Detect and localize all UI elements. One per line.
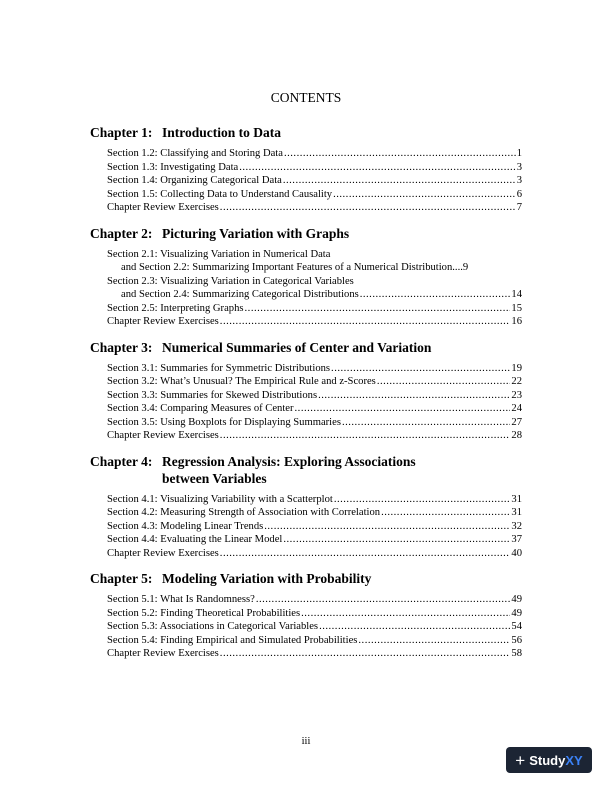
badge-text-main: Study xyxy=(529,752,566,768)
toc-entry[interactable] xyxy=(107,275,522,289)
chapter-title: Picturing Variation with Graphs xyxy=(162,225,350,241)
toc-entry[interactable] xyxy=(107,389,522,403)
toc-entry[interactable] xyxy=(107,647,522,661)
toc-entry[interactable] xyxy=(107,506,522,520)
toc-entry[interactable] xyxy=(107,607,522,621)
toc-entry-page: 22 xyxy=(511,376,522,387)
studyxy-badge[interactable] xyxy=(506,747,592,773)
chapter-heading xyxy=(90,453,522,487)
toc-entry-page: 9 xyxy=(462,262,469,273)
toc-entry-text: Section 5.3: Associations in Categorical Variables xyxy=(107,621,319,632)
chapter-heading xyxy=(90,339,522,356)
toc-entry-text: Section 3.4: Comparing Measures of Center xyxy=(107,403,294,414)
toc-entry[interactable] xyxy=(107,174,522,188)
chapter-label: Chapter 1: xyxy=(90,125,153,140)
toc-entry-text: Section 4.2: Measuring Strength of Association with Correlation xyxy=(107,507,381,518)
toc-entry[interactable] xyxy=(107,402,522,416)
toc-entry-text: Section 3.2: What’s Unusual? The Empirical Rule and z-Scores xyxy=(107,376,376,387)
toc-entry-dots xyxy=(283,533,510,547)
toc-entry[interactable] xyxy=(107,620,522,634)
toc-entry[interactable] xyxy=(107,188,522,202)
chapter-label: Chapter 5: xyxy=(90,571,153,586)
toc-entry-dots xyxy=(220,429,511,443)
toc-entry-dots xyxy=(358,634,510,648)
chapter-title: Introduction to Data xyxy=(162,125,282,140)
toc-entry-page: 28 xyxy=(511,430,522,441)
toc-entry-dots xyxy=(220,547,511,561)
toc-entry-dots xyxy=(239,161,515,175)
toc-entry-page: 40 xyxy=(511,547,522,559)
toc-entry-text: Section 4.4: Evaluating the Linear Model xyxy=(107,534,283,545)
chapter-title: Modeling Variation with Probability xyxy=(162,571,372,586)
chapter-label: Chapter 2: xyxy=(90,225,153,241)
toc-entry[interactable] xyxy=(107,362,522,376)
chapter-label: Chapter 4: xyxy=(90,453,153,469)
toc-entry-page: 7 xyxy=(516,202,522,213)
toc-entry-text: Section 2.3: Visualizing Variation in Categorical Variables xyxy=(107,275,354,287)
toc-entry-dots xyxy=(220,201,516,215)
toc-entry-text: Chapter Review Exercises xyxy=(107,430,219,441)
toc-entry-text: Section 4.1: Visualizing Variability with a Scatterplot xyxy=(107,493,333,505)
toc-entry-dots xyxy=(360,288,511,302)
toc-entry-page: 31 xyxy=(511,493,522,505)
toc-entry-page: 27 xyxy=(511,416,522,428)
toc-entry-text: Chapter Review Exercises xyxy=(107,547,219,559)
toc-entry-text: Chapter Review Exercises xyxy=(107,648,219,659)
chapter-entries xyxy=(90,362,522,443)
chapter-heading xyxy=(90,570,522,587)
toc-entry-text: Section 3.1: Summaries for Symmetric Distributions xyxy=(107,362,331,374)
plus-icon: + xyxy=(515,750,526,770)
page-title: CONTENTS xyxy=(270,90,342,105)
toc-entry-dots xyxy=(220,315,511,329)
toc-entry[interactable] xyxy=(107,161,522,175)
toc-entry[interactable] xyxy=(107,416,522,430)
toc-entry-page: 24 xyxy=(511,403,522,414)
toc-entry-page: 56 xyxy=(511,634,522,646)
toc-entry[interactable] xyxy=(107,520,522,534)
chapter-entries xyxy=(90,147,522,215)
toc-entry-dots xyxy=(333,188,516,202)
chapter-heading xyxy=(90,225,522,242)
toc-entry-text: Chapter Review Exercises xyxy=(107,316,219,327)
toc-entry[interactable] xyxy=(107,375,522,389)
toc-entry[interactable] xyxy=(107,547,522,561)
toc-entry-dots xyxy=(283,174,516,188)
toc-entry-dots xyxy=(381,506,510,520)
toc-entry-dots xyxy=(264,520,510,534)
toc-entry[interactable] xyxy=(107,493,522,507)
chapter-label: Chapter 3: xyxy=(90,339,153,355)
toc-entry-text: Section 5.2: Finding Theoretical Probabilities xyxy=(107,607,301,619)
toc-entry[interactable] xyxy=(107,315,522,329)
toc-entry-dots xyxy=(331,362,510,376)
toc-entry-dots xyxy=(342,416,510,430)
toc-entry-page: 3 xyxy=(516,161,522,173)
toc-entry-page: 49 xyxy=(511,594,522,605)
toc-entry[interactable] xyxy=(107,248,522,262)
chapter-entries xyxy=(90,593,522,661)
toc-entry-page: 37 xyxy=(511,534,522,545)
toc-entry-page: 1 xyxy=(516,148,522,159)
toc-entry-page: 32 xyxy=(511,520,522,532)
toc-entry[interactable] xyxy=(107,593,522,607)
toc-entry-page: 58 xyxy=(511,648,522,659)
toc-entry-text: Section 2.5: Interpreting Graphs xyxy=(107,302,244,314)
toc-entry-text: Section 3.5: Using Boxplots for Displaying Summaries xyxy=(107,416,341,428)
toc-entry-page: 54 xyxy=(511,621,522,632)
toc-entry-text: Section 3.3: Summaries for Skewed Distributions xyxy=(107,389,318,401)
toc-entry[interactable] xyxy=(107,261,522,275)
chapter-entries xyxy=(90,248,522,329)
toc-entry-dots xyxy=(301,607,510,621)
toc-entry-dots xyxy=(245,302,511,316)
toc-entry-dots xyxy=(377,375,511,389)
toc-entry-dots: .... xyxy=(452,262,463,273)
toc-entry[interactable] xyxy=(107,147,522,161)
toc-entry-dots xyxy=(284,147,516,161)
toc-entry[interactable] xyxy=(107,201,522,215)
toc-entry-page: 3 xyxy=(516,175,522,186)
toc-entry-text: Section 5.4: Finding Empirical and Simulated Probabilities xyxy=(107,634,358,646)
toc-entry-dots xyxy=(220,647,511,661)
toc-entry-text: and Section 2.4: Summarizing Categorical Distributions xyxy=(121,289,359,300)
chapter-entries xyxy=(90,493,522,561)
toc-entry-page: 31 xyxy=(511,507,522,518)
toc-entry-text: Section 4.3: Modeling Linear Trends xyxy=(107,520,264,532)
table-of-contents xyxy=(90,124,522,661)
toc-entry-text: Section 1.2: Classifying and Storing Data xyxy=(107,148,283,159)
toc-entry-text: and Section 2.2: Summarizing Important Features of a Numerical Distribution xyxy=(121,262,453,273)
toc-entry-page: 6 xyxy=(516,188,522,200)
chapter-title: Regression Analysis: Exploring Associations xyxy=(162,453,416,469)
toc-entry-page: 23 xyxy=(511,389,522,401)
toc-entry-page: 14 xyxy=(511,289,522,300)
toc-entry[interactable] xyxy=(107,533,522,547)
toc-entry-page: 15 xyxy=(511,302,522,314)
toc-entry[interactable] xyxy=(107,429,522,443)
chapter-heading xyxy=(90,124,522,141)
toc-entry-dots xyxy=(295,402,511,416)
toc-entry-page: 19 xyxy=(511,362,522,374)
toc-entry[interactable] xyxy=(107,288,522,302)
toc-entry-text: Section 1.4: Organizing Categorical Data xyxy=(107,175,282,186)
toc-entry-dots xyxy=(334,493,511,507)
toc-entry-text: Section 2.1: Visualizing Variation in Numerical Data xyxy=(107,248,331,260)
badge-text-accent: XY xyxy=(565,752,583,768)
chapter-title: Numerical Summaries of Center and Variation xyxy=(162,339,432,355)
toc-entry-text: Section 1.3: Investigating Data xyxy=(107,161,239,173)
toc-entry-dots xyxy=(318,389,510,403)
toc-entry[interactable] xyxy=(107,634,522,648)
toc-entry-text: Chapter Review Exercises xyxy=(107,202,219,213)
toc-entry-text: Section 1.5: Collecting Data to Understand Causality xyxy=(107,188,333,200)
toc-entry-page: 16 xyxy=(511,316,522,327)
toc-entry-page: 49 xyxy=(511,607,522,619)
toc-entry-text: Section 5.1: What Is Randomness? xyxy=(107,594,255,605)
chapter-title-continued: between Variables xyxy=(162,470,267,486)
toc-entry-dots xyxy=(256,593,511,607)
toc-entry-dots xyxy=(319,620,510,634)
toc-entry[interactable] xyxy=(107,302,522,316)
page-number: iii xyxy=(301,736,311,747)
